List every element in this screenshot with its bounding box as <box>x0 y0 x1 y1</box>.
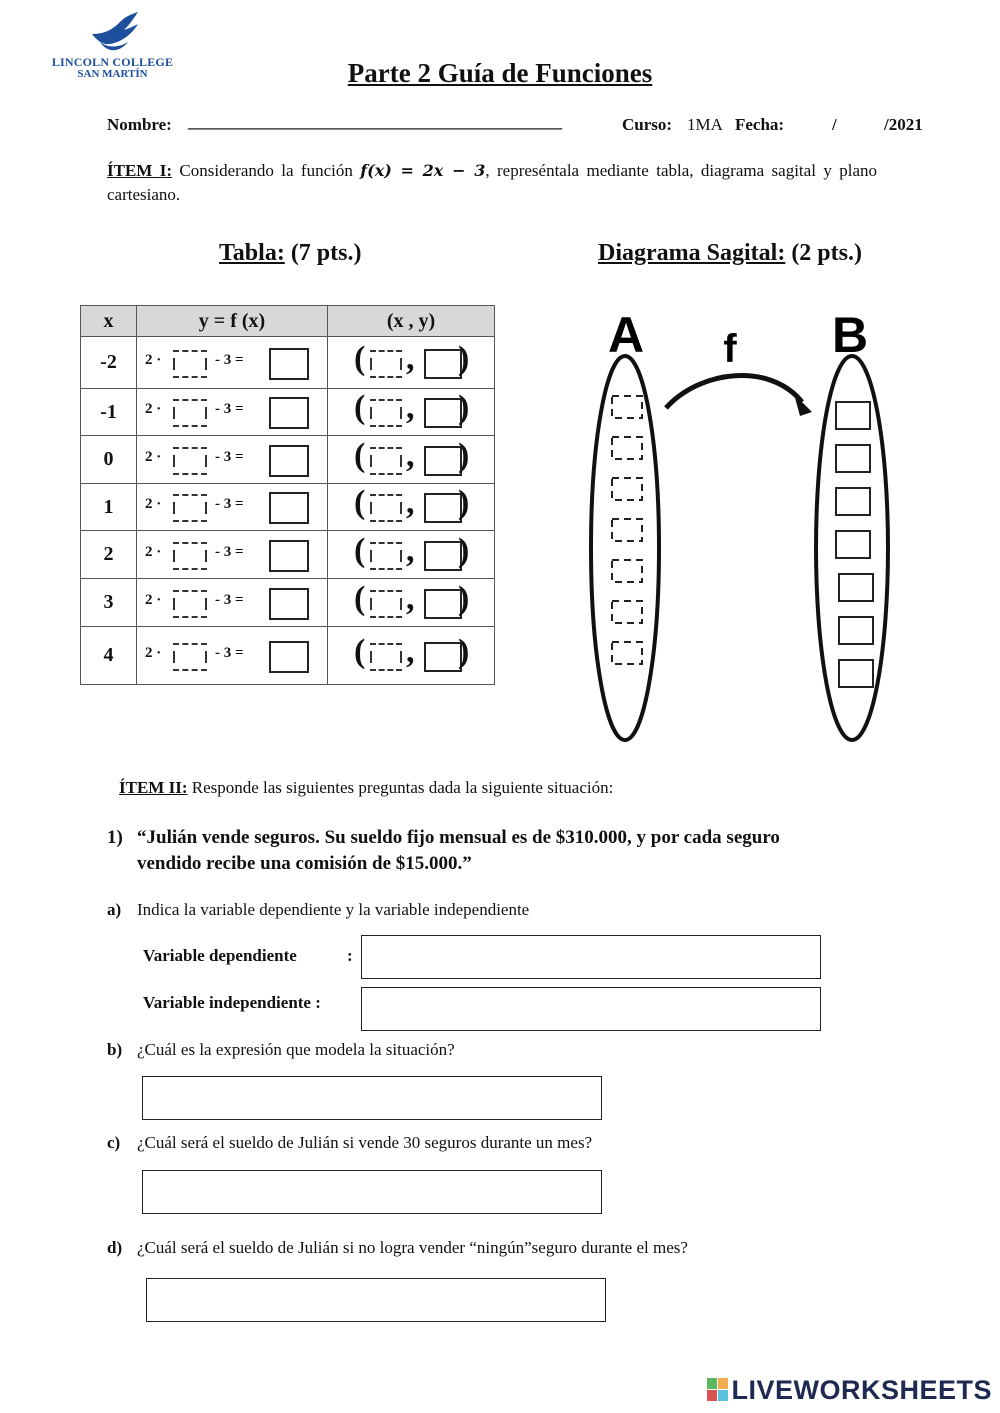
pair-cell <box>328 389 495 436</box>
pair-close: ) <box>458 436 470 474</box>
table-row <box>81 337 495 389</box>
pair-comma: , <box>406 436 415 474</box>
y-expression-cell <box>137 436 328 484</box>
pair-y-box[interactable] <box>424 541 462 571</box>
tabla-points: (7 pts.) <box>284 240 362 266</box>
set-b-slot[interactable] <box>839 617 873 644</box>
expr-prefix: 2 · <box>145 448 162 465</box>
pair-close: ) <box>458 579 470 617</box>
watermark-text: LIVEWORKSHEETS <box>731 1375 992 1405</box>
set-b-slot[interactable] <box>836 402 870 429</box>
set-b-slot[interactable] <box>836 531 870 558</box>
pair-cell <box>328 627 495 685</box>
question-b-letter: b) <box>107 1040 123 1059</box>
x-value: 2 <box>81 531 137 579</box>
expr-prefix: 2 · <box>145 401 162 417</box>
question-b <box>107 1040 807 1064</box>
set-b-label: B <box>831 307 869 363</box>
pair-x-slot[interactable] <box>370 643 402 671</box>
pair-cell <box>328 337 495 389</box>
x-value: -1 <box>81 389 137 436</box>
sagital-title-label: Diagrama Sagital: <box>598 240 786 266</box>
question-b-text: ¿Cuál es la expresión que modela la situación? <box>137 1040 455 1059</box>
pair-close: ) <box>458 632 470 670</box>
y-answer-box[interactable] <box>269 540 309 572</box>
nombre-label: Nombre: <box>107 115 172 134</box>
pair-cell <box>328 579 495 627</box>
question-d-text: ¿Cuál será el sueldo de Julián si no logra vender “ningún”seguro durante el mes? <box>137 1238 688 1257</box>
y-answer-box[interactable] <box>269 397 309 429</box>
sagittal-svg <box>580 300 910 750</box>
expr-prefix: 2 · <box>145 591 162 608</box>
table-row <box>81 531 495 579</box>
y-answer-box[interactable] <box>269 492 309 524</box>
pair-open: ( <box>354 339 366 377</box>
y-answer-box[interactable] <box>269 445 309 477</box>
pair-cell <box>328 531 495 579</box>
sagital-title <box>598 240 862 267</box>
salary-30-answer-field[interactable] <box>142 1170 602 1214</box>
set-a-label: A <box>607 307 645 363</box>
y-expression-cell <box>137 627 328 685</box>
mapping-arrow <box>666 376 802 408</box>
dep-label: Variable dependiente <box>143 946 297 965</box>
x-input-slot[interactable] <box>173 542 207 570</box>
y-expression-cell <box>137 389 328 436</box>
fecha-year: /2021 <box>884 115 923 134</box>
item1-text-after: , represéntala mediante tabla, diagrama sagital y plano cartesiano. <box>107 161 877 204</box>
expr-prefix: 2 · <box>145 351 162 368</box>
expr-prefix: 2 · <box>145 543 162 560</box>
question-d-letter: d) <box>107 1238 123 1257</box>
item1-text-before: Considerando la función <box>172 161 361 180</box>
pair-x-slot[interactable] <box>370 350 402 378</box>
pair-comma: , <box>406 531 415 569</box>
question-c <box>107 1133 807 1157</box>
dependent-variable-field[interactable] <box>361 935 821 979</box>
question-c-text: ¿Cuál será el sueldo de Julián si vende 30 seguros durante un mes? <box>137 1133 593 1152</box>
y-expression-cell <box>137 531 328 579</box>
col-header-pair: (x , y) <box>328 306 495 337</box>
table-row <box>81 484 495 531</box>
item1-label: ÍTEM I: <box>107 161 173 180</box>
item2-label: ÍTEM II: <box>119 778 188 797</box>
y-expression-cell <box>137 579 328 627</box>
salary-zero-answer-field[interactable] <box>146 1278 606 1322</box>
pair-open: ( <box>354 389 366 426</box>
set-a-slot[interactable] <box>612 560 642 582</box>
pair-y-box[interactable] <box>424 349 462 379</box>
pair-y-box[interactable] <box>424 493 462 523</box>
expr-prefix: 2 · <box>145 496 162 512</box>
pair-y-box[interactable] <box>424 642 462 672</box>
x-value: 3 <box>81 579 137 627</box>
pair-comma: , <box>406 632 415 670</box>
table-row <box>81 627 495 685</box>
indep-label: Variable independiente : <box>143 993 321 1012</box>
curso-value: 1MA <box>687 115 723 134</box>
x-input-slot[interactable] <box>173 399 207 427</box>
y-answer-box[interactable] <box>269 641 309 673</box>
question-d <box>107 1238 867 1262</box>
question-a <box>107 900 807 924</box>
tabla-title <box>219 240 361 267</box>
set-b-slot[interactable] <box>839 574 873 601</box>
pair-x-slot[interactable] <box>370 399 402 427</box>
set-a-slot[interactable] <box>612 396 642 418</box>
set-b-slots <box>836 402 873 687</box>
problem-text: “Julián vende seguros. Su sueldo fijo mensual es de $310.000, y por cada seguro vendido recibe una comisión de $15.000.” <box>137 827 780 874</box>
x-value: 4 <box>81 627 137 685</box>
pair-comma: , <box>406 389 415 426</box>
set-a-slot[interactable] <box>612 601 642 623</box>
pair-close: ) <box>458 531 470 569</box>
x-input-slot[interactable] <box>173 590 207 618</box>
pair-open: ( <box>354 484 366 521</box>
expr-suffix: - 3 = <box>215 543 244 560</box>
pair-x-slot[interactable] <box>370 494 402 522</box>
x-value: 0 <box>81 436 137 484</box>
x-input-slot[interactable] <box>173 350 207 378</box>
x-input-slot[interactable] <box>173 494 207 522</box>
pair-x-slot[interactable] <box>370 590 402 618</box>
function-label: f <box>723 327 737 371</box>
expr-suffix: - 3 = <box>215 644 244 661</box>
pair-open: ( <box>354 436 366 474</box>
set-a-slot[interactable] <box>612 519 642 541</box>
set-a-slot[interactable] <box>612 478 642 500</box>
table-row <box>81 436 495 484</box>
page-title: Parte 2 Guía de Funciones <box>347 58 653 88</box>
arrow-head <box>794 394 812 416</box>
liveworksheets-logo-icon <box>707 1378 729 1402</box>
set-b-slot[interactable] <box>836 445 870 472</box>
pair-close: ) <box>458 484 470 521</box>
pair-y-box[interactable] <box>424 446 462 476</box>
fecha-sep: / <box>832 115 837 134</box>
expr-suffix: - 3 = <box>215 401 244 417</box>
expression-answer-field[interactable] <box>142 1076 602 1120</box>
pair-open: ( <box>354 632 366 670</box>
item1-function: f(x) = 2x − 3 <box>360 161 486 180</box>
expr-prefix: 2 · <box>145 644 162 661</box>
question-a-letter: a) <box>107 900 122 919</box>
expr-suffix: - 3 = <box>215 496 244 512</box>
y-answer-box[interactable] <box>269 588 309 620</box>
x-value: 1 <box>81 484 137 531</box>
school-name: LINCOLN COLLEGE <box>51 55 174 69</box>
pair-comma: , <box>406 579 415 617</box>
item2-statement <box>119 778 613 798</box>
liveworksheets-watermark <box>707 1375 992 1406</box>
independent-variable-field[interactable] <box>361 987 821 1031</box>
item1-statement <box>107 159 877 207</box>
col-header-y: y = f (x) <box>137 306 328 337</box>
y-expression-cell <box>137 337 328 389</box>
pair-comma: , <box>406 484 415 521</box>
y-expression-cell <box>137 484 328 531</box>
pair-open: ( <box>354 579 366 617</box>
table-row <box>81 389 495 436</box>
eagle-icon <box>90 12 140 54</box>
set-a-slot[interactable] <box>612 437 642 459</box>
table-row <box>81 579 495 627</box>
values-table <box>80 305 495 685</box>
question-c-letter: c) <box>107 1133 121 1152</box>
fecha-label: Fecha: <box>735 115 785 134</box>
pair-close: ) <box>458 389 470 426</box>
set-a-slot[interactable] <box>612 642 642 664</box>
pair-open: ( <box>354 531 366 569</box>
pair-close: ) <box>458 339 470 377</box>
set-a-ellipse <box>591 356 659 740</box>
nombre-line[interactable]: ____________________________________________ <box>188 112 562 131</box>
set-b-slot[interactable] <box>836 488 870 515</box>
x-value: -2 <box>81 337 137 389</box>
expr-suffix: - 3 = <box>215 591 244 608</box>
pair-y-box[interactable] <box>424 589 462 619</box>
item2-text: Responde las siguientes preguntas dada la siguiente situación: <box>187 778 614 797</box>
curso-label: Curso: <box>622 115 673 134</box>
expr-suffix: - 3 = <box>215 448 244 465</box>
pair-comma: , <box>406 339 415 377</box>
table-header-row <box>81 306 495 337</box>
x-input-slot[interactable] <box>173 447 207 475</box>
x-input-slot[interactable] <box>173 643 207 671</box>
sagittal-diagram <box>580 300 910 750</box>
y-answer-box[interactable] <box>269 348 309 380</box>
school-campus: SAN MARTÍN <box>77 68 148 80</box>
pair-x-slot[interactable] <box>370 447 402 475</box>
col-header-x: x <box>81 306 137 337</box>
dep-colon: : <box>347 946 353 965</box>
pair-x-slot[interactable] <box>370 542 402 570</box>
set-b-slot[interactable] <box>839 660 873 687</box>
expr-suffix: - 3 = <box>215 351 244 368</box>
pair-cell <box>328 484 495 531</box>
tabla-title-label: Tabla: <box>219 240 285 266</box>
sagital-points: (2 pts.) <box>785 240 862 266</box>
question-a-text: Indica la variable dependiente y la variable independiente <box>137 900 530 919</box>
pair-cell <box>328 436 495 484</box>
problem-number: 1) <box>107 827 123 848</box>
set-a-slots <box>612 396 642 664</box>
pair-y-box[interactable] <box>424 398 462 428</box>
